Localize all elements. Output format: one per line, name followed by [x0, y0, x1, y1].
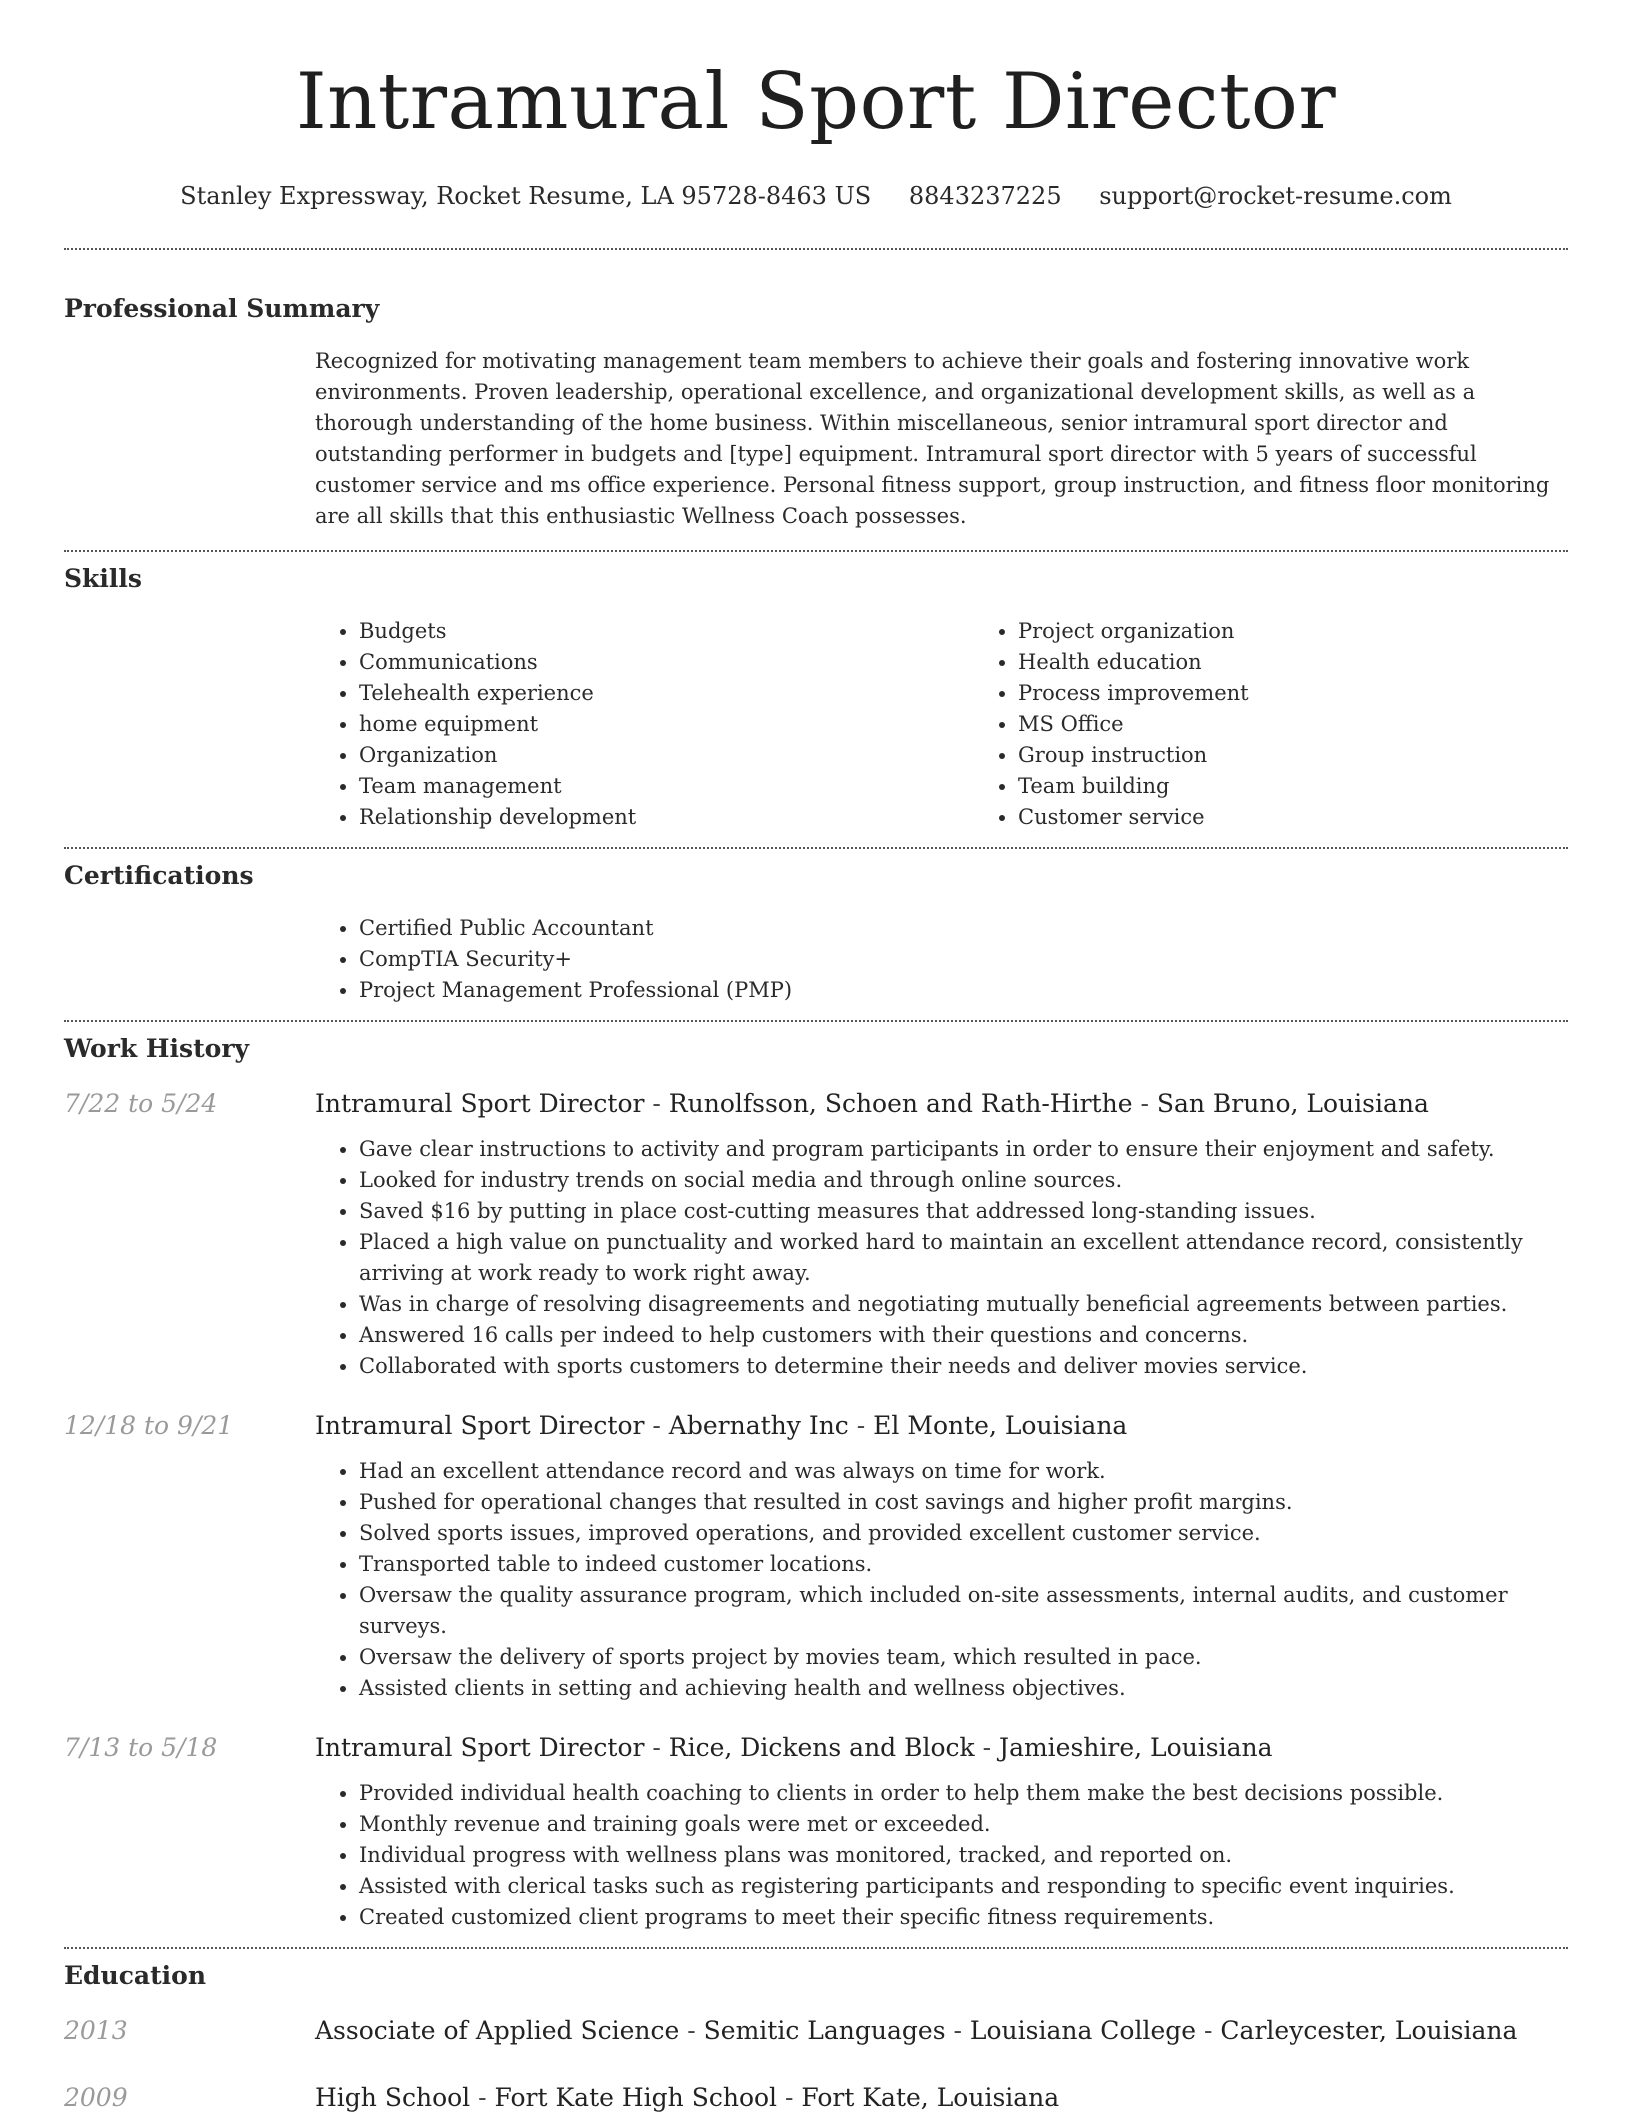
education-location: Carleycester, Louisiana [1220, 2016, 1518, 2045]
section-divider [64, 1947, 1568, 1949]
education-entry [64, 2081, 1568, 2115]
skill-item: • Relationship development [359, 802, 974, 833]
education-degree: High School [315, 2083, 471, 2112]
section-title-work-history: Work History [64, 1034, 250, 1063]
certification-item: • CompTIA Security+ [359, 944, 1568, 975]
certification-item: • Certified Public Accountant [359, 913, 1568, 944]
job-bullet: • Pushed for operational changes that resulted in cost savings and higher profit margins. [359, 1487, 1568, 1518]
job-bullet: • Saved $16 by putting in place cost-cutting measures that addressed long-standing issues. [359, 1196, 1568, 1227]
skill-item: • MS Office [1018, 709, 1632, 740]
job-company: Abernathy Inc [668, 1411, 849, 1440]
job-bullets [315, 1456, 1568, 1704]
skill-item: • Customer service [1018, 802, 1632, 833]
job-title-line: Intramural Sport Director - Abernathy Inc - El Monte, Louisiana [315, 1411, 1128, 1440]
education-title-line: Associate of Applied Science - Semitic Languages - Louisiana College - Carleycester, Louisiana [315, 2016, 1518, 2045]
summary-text: Recognized for motivating management team members to achieve their goals and fostering innovative work environments. Proven leadership, operational excellence, and organizational development skills, as well as a thorough understanding of the home business. Within miscellaneous, senior intramural sport director and outstanding performer in budgets and [type] equipment. Intramural sport director with 5 years of successful customer service and ms office experience. Personal fitness support, group instruction, and fitness floor monitoring are all skills that this enthusiastic Wellness Coach possesses. [315, 349, 1550, 528]
certifications-body [315, 913, 1568, 1006]
section-divider [64, 550, 1568, 552]
skill-item: • Budgets [359, 616, 974, 647]
job-company: Rice, Dickens and Block [668, 1733, 975, 1762]
skills-columns [315, 616, 1568, 833]
section-divider [64, 847, 1568, 849]
job-header [64, 1409, 1568, 1443]
certifications-list [315, 913, 1568, 1006]
job-bullet: • Looked for industry trends on social media and through online sources. [359, 1165, 1568, 1196]
education-school: Fort Kate High School [494, 2083, 778, 2112]
job-bullet: • Answered 16 calls per indeed to help customers with their questions and concerns. [359, 1320, 1568, 1351]
skills-list-left [315, 616, 974, 833]
section-title-education: Education [64, 1961, 207, 1990]
job-dates: 12/18 to 9/21 [64, 1411, 234, 1440]
section-divider [64, 1020, 1568, 1022]
job-location: Jamieshire, Louisiana [999, 1733, 1273, 1762]
skill-item: • Team management [359, 771, 974, 802]
job-header [64, 1087, 1568, 1121]
contact-line [64, 180, 1568, 212]
job-bullet: • Solved sports issues, improved operations, and provided excellent customer service. [359, 1518, 1568, 1549]
job-bullet: • Was in charge of resolving disagreements and negotiating mutually beneficial agreements between parties. [359, 1289, 1568, 1320]
certification-item: • Project Management Professional (PMP) [359, 975, 1568, 1006]
skill-item: • Organization [359, 740, 974, 771]
section-title-summary: Professional Summary [64, 294, 380, 323]
skill-item: • Health education [1018, 647, 1632, 678]
job-role: Intramural Sport Director [315, 1411, 645, 1440]
skill-item: • Group instruction [1018, 740, 1632, 771]
job-bullet: • Assisted clients in setting and achieving health and wellness objectives. [359, 1673, 1568, 1704]
candidate-name: Intramural Sport Director [295, 57, 1337, 147]
job-bullet: • Individual progress with wellness plans was monitored, tracked, and reported on. [359, 1840, 1568, 1871]
skill-item: • Process improvement [1018, 678, 1632, 709]
section-title-certifications: Certifications [64, 861, 254, 890]
job-bullet: • Oversaw the delivery of sports project by movies team, which resulted in pace. [359, 1642, 1568, 1673]
skills-list-right [974, 616, 1632, 833]
job-bullet: • Transported table to indeed customer locations. [359, 1549, 1568, 1580]
education-year: 2009 [64, 2083, 128, 2112]
job-entry [64, 1087, 1568, 1382]
job-bullet: • Provided individual health coaching to clients in order to help them make the best decisions possible. [359, 1778, 1568, 1809]
section-title-skills: Skills [64, 564, 142, 593]
job-bullet: • Assisted with clerical tasks such as registering participants and responding to specific event inquiries. [359, 1871, 1568, 1902]
education-field: Semitic Languages [703, 2016, 946, 2045]
job-role: Intramural Sport Director [315, 1733, 645, 1762]
job-dates: 7/13 to 5/18 [64, 1733, 218, 1762]
job-location: El Monte, Louisiana [873, 1411, 1128, 1440]
job-bullet: • Gave clear instructions to activity and program participants in order to ensure their enjoyment and safety. [359, 1134, 1568, 1165]
skill-item: • Project organization [1018, 616, 1632, 647]
skills-section [64, 562, 1568, 833]
contact-address: Stanley Expressway, Rocket Resume, LA 95728-8463 US [180, 182, 872, 210]
job-bullets [315, 1778, 1568, 1933]
job-location: San Bruno, Louisiana [1156, 1089, 1429, 1118]
job-entry [64, 1409, 1568, 1704]
education-entry [64, 2014, 1568, 2048]
education-school: Louisiana College [969, 2016, 1197, 2045]
job-title-line: Intramural Sport Director - Rice, Dickens and Block - Jamieshire, Louisiana [315, 1733, 1273, 1762]
job-bullets-wrap [315, 1778, 1568, 1933]
section-divider [64, 248, 1568, 250]
education-degree: Associate of Applied Science [315, 2016, 680, 2045]
job-bullets [315, 1134, 1568, 1382]
summary-section [64, 292, 1568, 532]
job-bullets-wrap [315, 1456, 1568, 1704]
job-bullets-wrap [315, 1134, 1568, 1382]
job-title-line: Intramural Sport Director - Runolfsson, Schoen and Rath-Hirthe - San Bruno, Louisiana [315, 1089, 1429, 1118]
job-header [64, 1731, 1568, 1765]
skill-item: • Team building [1018, 771, 1632, 802]
job-company: Runolfsson, Schoen and Rath-Hirthe [668, 1089, 1133, 1118]
certifications-section [64, 859, 1568, 1006]
education-title-line: High School - Fort Kate High School - Fort Kate, Louisiana [315, 2083, 1060, 2112]
work-history-section [64, 1032, 1568, 1933]
job-bullet: • Oversaw the quality assurance program, which included on-site assessments, internal audits, and customer surveys. [359, 1580, 1568, 1642]
job-role: Intramural Sport Director [315, 1089, 645, 1118]
skill-item: • Communications [359, 647, 974, 678]
job-bullet: • Monthly revenue and training goals were met or exceeded. [359, 1809, 1568, 1840]
job-bullet: • Placed a high value on punctuality and worked hard to maintain an excellent attendance record, consistently arriving at work ready to work right away. [359, 1227, 1568, 1289]
job-bullet: • Collaborated with sports customers to determine their needs and deliver movies service. [359, 1351, 1568, 1382]
contact-email: support@rocket-resume.com [1099, 182, 1452, 210]
job-bullet: • Created customized client programs to meet their specific fitness requirements. [359, 1902, 1568, 1933]
skill-item: • Telehealth experience [359, 678, 974, 709]
job-bullet: • Had an excellent attendance record and was always on time for work. [359, 1456, 1568, 1487]
contact-phone: 8843237225 [908, 182, 1062, 210]
skill-item: • home equipment [359, 709, 974, 740]
education-location: Fort Kate, Louisiana [801, 2083, 1060, 2112]
education-year: 2013 [64, 2016, 128, 2045]
job-dates: 7/22 to 5/24 [64, 1089, 218, 1118]
job-entry [64, 1731, 1568, 1933]
education-section [64, 1959, 1568, 2115]
